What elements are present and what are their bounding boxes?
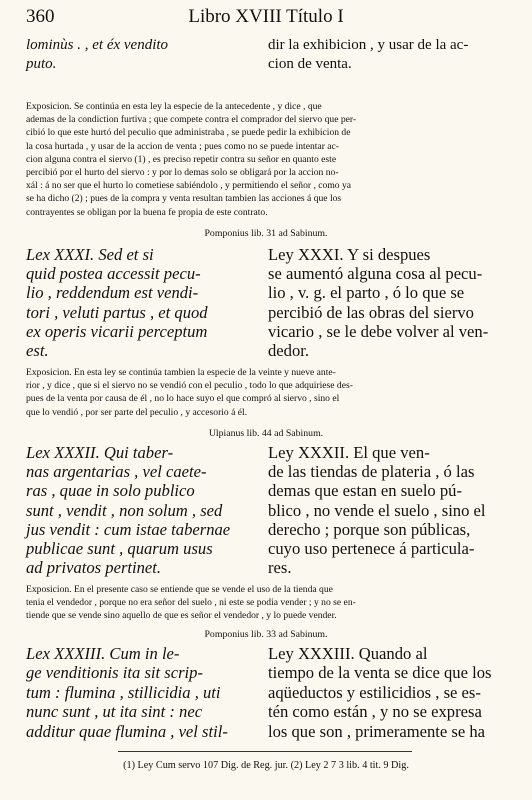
spanish-line: cuyo uso pertenece á particula- (268, 539, 475, 559)
source-citation: Pomponius lib. 31 ad Sabinum. (204, 228, 328, 239)
spanish-line: lio , v. g. el parto , ó lo que se (268, 283, 465, 303)
spanish-column (268, 245, 512, 360)
spanish-line: vicario , se le debe volver al ven- (268, 321, 489, 341)
running-title: Libro XVIII Título I (188, 6, 344, 27)
latin-column (26, 443, 251, 577)
source-citation: Pomponius lib. 33 ad Sabinum. (204, 629, 328, 640)
exposition-line: xál : á no ser que el hurto lo cometiese sabiéndolo , y permitiendo el señor , como ya (26, 180, 352, 192)
exposition-line: Exposicion. En el presente caso se entiende que se vende el uso de la tienda que (26, 584, 333, 595)
spanish-line: demas que estan en suelo pú- (268, 481, 462, 501)
latin-column (26, 36, 251, 74)
spanish-column (268, 644, 512, 741)
spanish-line: aqüeductos y estilicidios , se es- (268, 682, 481, 702)
page-number: 360 (26, 6, 55, 27)
latin-line: puto. (26, 56, 57, 72)
latin-line: publicae sunt , quarum usus (26, 539, 213, 559)
spanish-line: percibió de las obras del siervo (268, 302, 474, 322)
latin-line: tum : flumina , stillicidia , uti (26, 682, 221, 702)
latin-line: additur quae flumina , vel stil- (26, 721, 228, 741)
spanish-column (268, 36, 512, 74)
exposition-line: rior , y dice , que si el siervo no se vendió con el peculio , todo lo que adquiriese des- (26, 380, 353, 392)
spanish-line: cion de venta. (268, 56, 352, 72)
latin-line: lominùs . , et éx vendito (26, 37, 169, 53)
spanish-line: de las tiendas de plateria , ó las (268, 462, 475, 482)
exposition-line: pues de la venta por causa de él , no lo hace suyo el que compró al siervo , sino el (26, 393, 340, 405)
spanish-line: tiempo de la venta se dice que los (268, 663, 492, 683)
latin-line: Lex XXXII. Qui taber- (26, 443, 174, 462)
exposition-line: se ha dicho (2) ; pues de la compra y venta resultan tambien las acciones á que los (26, 193, 342, 205)
latin-line: jus vendit : cum istae tabernae (26, 519, 231, 539)
latin-line: Lex XXXI. Sed et si (26, 245, 154, 264)
exposition-paragraph (26, 100, 514, 219)
spanish-column (268, 443, 512, 577)
footnote-divider (118, 751, 412, 752)
latin-line: ex operis vicarii perceptum (26, 321, 208, 341)
spanish-line: dedor. (268, 341, 310, 361)
latin-line: ras , quae in solo publico (26, 481, 195, 501)
source-citation: Ulpianus lib. 44 ad Sabinum. (208, 428, 324, 439)
latin-line: sunt , vendit , non solum , sed (26, 500, 223, 520)
latin-line: est. (26, 341, 49, 361)
spanish-line: derecho ; porque son públicas, (268, 519, 471, 539)
exposition-line: tiende que se vende sino aquello de que es señor el vendedor , y lo puede vender. (26, 610, 337, 622)
latin-line: ad privatos pertinet. (26, 558, 162, 578)
spanish-line: Ley XXXI. Y si despues (268, 245, 431, 264)
spanish-line: Ley XXXIII. Quando al (268, 644, 428, 663)
latin-column (26, 644, 251, 741)
latin-line: Lex XXXIII. Cum in le- (26, 644, 180, 663)
exposition-line: percibió por el hurto del siervo : y por lo demas solo se obligará por la accion no- (26, 167, 339, 179)
exposition-line: contrayentes se obligan por la buena fe propia de este contrato. (26, 206, 268, 218)
latin-line: tori , veluti partus , et quod (26, 302, 208, 322)
exposition-paragraph (26, 583, 514, 623)
spanish-line: los que son , primeramente se ha (268, 721, 486, 741)
latin-line: lio , reddendum est vendi- (26, 283, 199, 303)
exposition-line: la cosa hurtada , y usar de la accion de venta ; pues como no se puede intentar ac- (26, 140, 340, 152)
exposition-line: tenia el vendedor , porque no era señor del suelo , ni este se podia vender ; y no se en- (26, 597, 356, 609)
latin-column (26, 245, 251, 360)
spanish-line: se aumentó alguna cosa al pecu- (268, 264, 483, 284)
spanish-line: Ley XXXII. El que ven- (268, 443, 430, 462)
spanish-line: res. (268, 558, 292, 578)
page-header (26, 6, 506, 32)
footnote: (1) Ley Cum servo 107 Dig. de Reg. jur. (2) Ley 2 7 3 lib. 4 tit. 9 Dig. (123, 760, 409, 771)
exposition-line: Exposicion. Se continúa en esta ley la especie de la antecedente , y dice , que (26, 101, 322, 112)
exposition-line: que lo vendió , por ser parte del peculio , y accesorio á él. (26, 406, 248, 418)
exposition-paragraph (26, 366, 514, 419)
latin-line: nunc sunt , ut ita sint : nec (26, 702, 203, 722)
latin-line: ge venditionis ita sit scrip- (26, 663, 203, 683)
exposition-line: Exposicion. En esta ley se continúa tambien la especie de la veinte y nueve ante- (26, 367, 336, 378)
exposition-line: ademas de la condiction furtiva ; que compete contra el comprador del siervo que per- (26, 114, 357, 126)
spanish-line: dir la exhibicion , y usar de la ac- (268, 37, 469, 53)
exposition-line: cion alguna contra el siervo (1) , es preciso repetir contra su señor en quanto este (26, 153, 337, 165)
spanish-line: blico , no vende el suelo , sino el (268, 500, 486, 520)
latin-line: quid postea accessit pecu- (26, 264, 201, 284)
exposition-line: cibió lo que este hurtó del peculio que administraba , se puede pedir la exhibicion de (26, 127, 351, 139)
spanish-line: tén como están , y no se expresa (268, 702, 482, 722)
latin-line: nas argentarias , vel caete- (26, 462, 207, 482)
